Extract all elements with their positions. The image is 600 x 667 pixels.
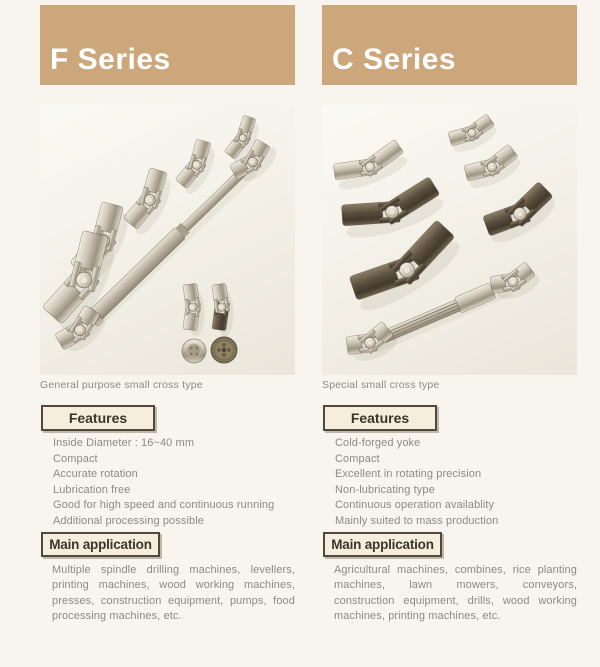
feature-item: Inside Diameter : 16~40 mm: [53, 437, 195, 449]
f-application-text: Multiple spindle drilling machines, levellers, printing machines, wood working machines, presses, construction equipment, pumps, food processing machines, etc.: [52, 564, 295, 623]
c-series-product-photo: [322, 105, 577, 375]
f-application-box: [41, 532, 160, 557]
c-features-title: Features: [350, 410, 410, 426]
f-series-product-photo: [40, 105, 295, 375]
c-features-box: [323, 405, 437, 431]
c-application-box: [323, 532, 442, 557]
c-application-text: Agricultural machines, combines, rice planting machines, lawn mowers, conveyors, construction equipment, drills, wood working machines, printing machines, etc.: [334, 564, 577, 623]
feature-item: Good for high speed and continuous running: [53, 499, 275, 511]
feature-item: Additional processing possible: [53, 514, 204, 527]
universal-joints-illustration: [40, 105, 295, 375]
feature-item: Compact: [53, 452, 98, 465]
c-features-list: [335, 436, 575, 529]
f-photo-caption: General purpose small cross type: [40, 379, 203, 391]
f-series-header-band: [40, 5, 295, 85]
feature-item: Cold-forged yoke: [335, 437, 421, 449]
f-series-title: F Series: [50, 43, 171, 76]
f-features-list: [53, 436, 293, 529]
universal-joints-illustration: [322, 105, 577, 375]
feature-item: Continuous operation availablity: [335, 499, 495, 511]
f-series-column: [40, 0, 295, 667]
f-features-title: Features: [68, 410, 128, 426]
c-series-column: [322, 0, 577, 667]
feature-item: Mainly suited to mass production: [335, 514, 499, 527]
feature-item: Accurate rotation: [53, 468, 138, 480]
feature-item: Excellent in rotating precision: [335, 468, 482, 480]
c-series-title: C Series: [332, 43, 457, 76]
feature-item: Compact: [335, 452, 380, 465]
c-series-header-band: [322, 5, 577, 85]
f-features-box: [41, 405, 155, 431]
c-application-title: Main application: [331, 537, 434, 552]
c-photo-caption: Special small cross type: [322, 379, 440, 391]
feature-item: Lubrication free: [53, 483, 131, 496]
feature-item: Non-lubricating type: [335, 483, 435, 496]
f-application-title: Main application: [49, 537, 152, 552]
